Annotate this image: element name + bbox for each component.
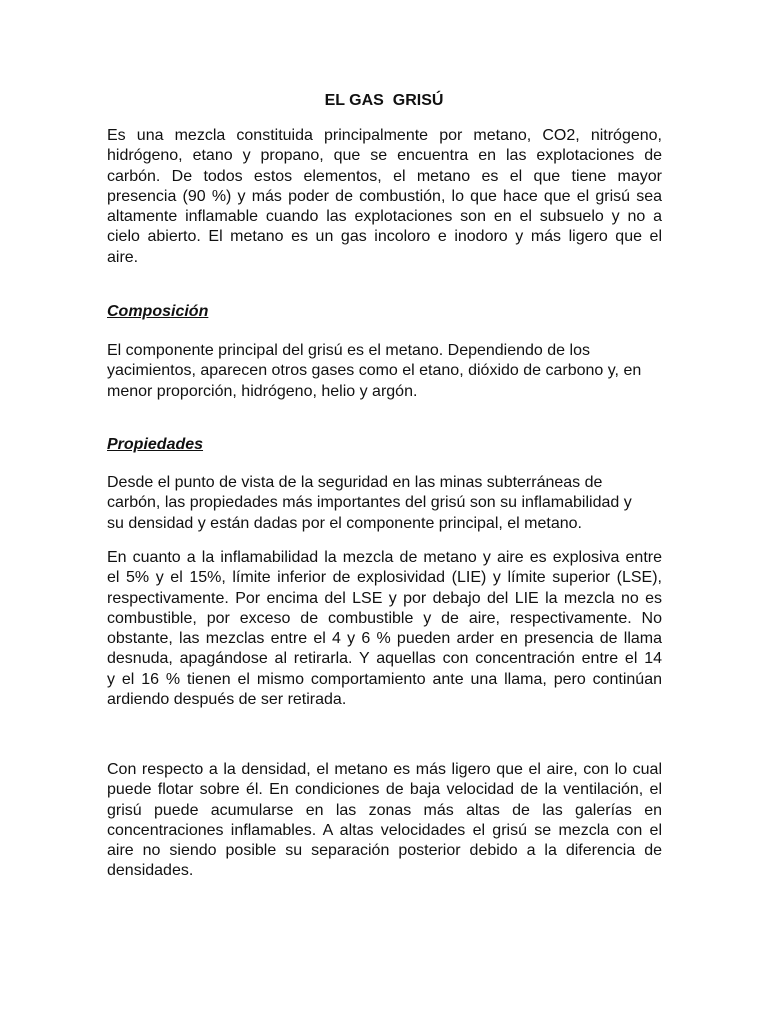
text-line: grisú puede acumularse en las zonas más altas de las galerías en: [107, 801, 662, 819]
text-line: densidades.: [107, 862, 194, 880]
text-line: hidrógeno, etano y propano, que se encuentra en las explotaciones de: [107, 147, 662, 165]
text-line: aire no siendo posible su separación posterior debido a la diferencia de: [107, 842, 662, 860]
text-line: carbón, las propiedades más importantes del grisú son su inflamabilidad y: [107, 494, 632, 512]
document-title: EL GAS GRISÚ: [324, 92, 444, 109]
intro-paragraph: [107, 126, 662, 268]
text-line: respectivamente. Por encima del LSE y por debajo del LIE la mezcla no es: [107, 589, 662, 607]
propiedades-paragraph-2: [107, 548, 662, 710]
composicion-heading: Composición: [107, 303, 209, 320]
propiedades-paragraph-1: [107, 473, 662, 534]
text-line: yacimientos, aparecen otros gases como el etano, dióxido de carbono y, en: [107, 362, 642, 380]
text-line: combustible, por exceso de combustible y de aire, respectivamente. No: [107, 609, 662, 627]
text-line: cielo abierto. El metano es un gas incoloro e inodoro y más ligero que el: [107, 228, 662, 246]
text-line: Es una mezcla constituida principalmente por metano, CO2, nitrógeno,: [107, 127, 662, 144]
text-line: su densidad y están dadas por el componente principal, el metano.: [107, 514, 582, 532]
text-line: obstante, las mezclas entre el 4 y 6 % pueden arder en presencia de llama: [107, 630, 662, 648]
text-line: y el 16 % tienen el mismo comportamiento ante una llama, pero continúan: [107, 670, 662, 688]
text-line: carbón. De todos estos elementos, el metano es el que tiene mayor: [107, 167, 662, 185]
text-line: puede flotar sobre él. En condiciones de baja velocidad de la ventilación, el: [107, 781, 662, 799]
text-line: ardiendo después de ser retirada.: [107, 691, 347, 709]
text-line: el 5% y el 15%, límite inferior de explosividad (LIE) y límite superior (LSE),: [107, 569, 662, 587]
text-line: Con respecto a la densidad, el metano es más ligero que el aire, con lo cual: [107, 761, 662, 778]
text-line: menor proporción, hidrógeno, helio y argón.: [107, 382, 418, 400]
text-line: desnuda, apagándose al retirarla. Y aquellas con concentración entre el 14: [107, 650, 662, 668]
text-line: Desde el punto de vista de la seguridad en las minas subterráneas de: [107, 474, 603, 491]
text-line: altamente inflamable cuando las explotaciones son en el subsuelo y no a: [107, 208, 662, 226]
text-line: concentraciones inflamables. A altas velocidades el grisú se mezcla con el: [107, 821, 662, 839]
propiedades-heading: Propiedades: [107, 436, 204, 453]
text-line: aire.: [107, 248, 139, 266]
composicion-paragraph: [107, 341, 662, 402]
propiedades-paragraph-3: [107, 760, 662, 882]
text-line: presencia (90 %) y más poder de combustión, lo que hace que el grisú sea: [107, 187, 662, 205]
text-line: El componente principal del grisú es el metano. Dependiendo de los: [107, 342, 590, 359]
text-line: En cuanto a la inflamabilidad la mezcla de metano y aire es explosiva entre: [107, 549, 662, 566]
